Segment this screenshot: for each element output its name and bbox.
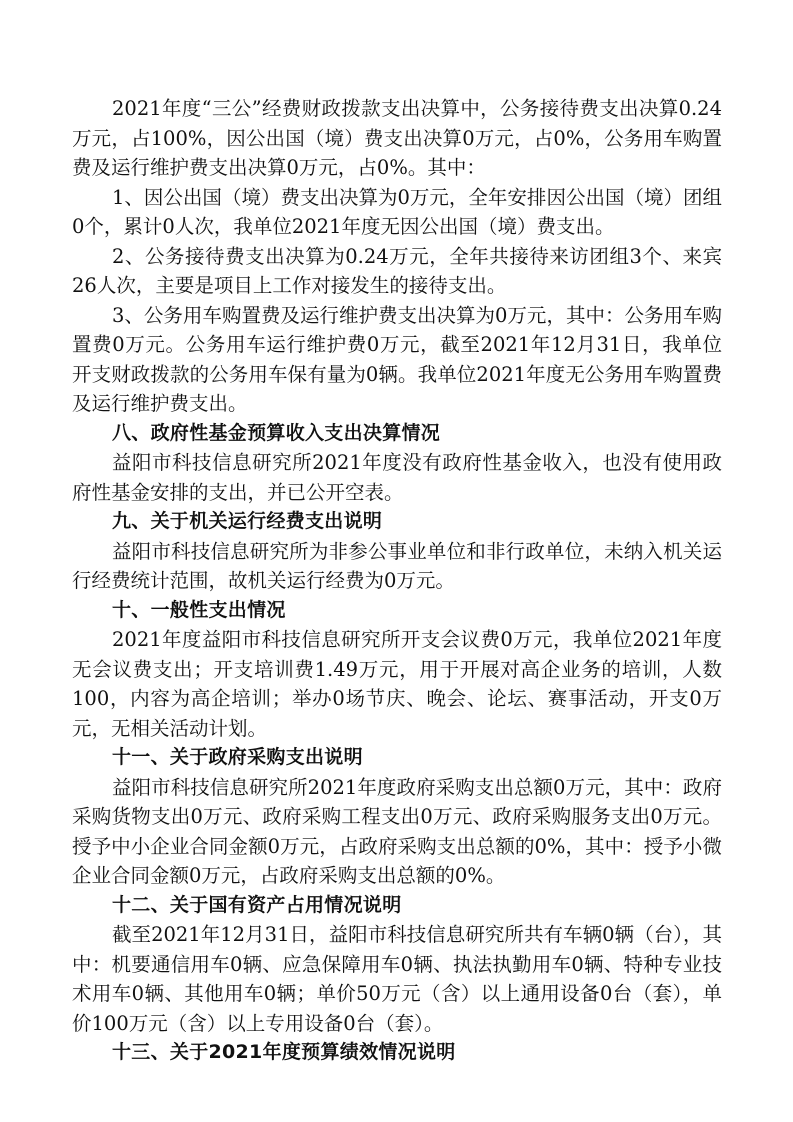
section-heading-12: 十二、关于国有资产占用情况说明 [112, 893, 402, 916]
section-heading-10: 十、一般性支出情况 [112, 598, 286, 621]
section-heading-9: 九、关于机关运行经费支出说明 [112, 510, 383, 532]
document-page [72, 94, 722, 1068]
section-heading-11: 十一、关于政府采购支出说明 [112, 746, 363, 768]
paragraph-official-vehicles: 3、公务用车购置费及运行维护费支出决算为0万元，其中：公务用车购置费0万元。公务用车运行维护费0万元，截至2021年12月31日，我单位开支财政拨款的公务用车保有量为0辆。我单位2021年度无公务用车购置费及运行维护费支出。 [72, 303, 722, 415]
paragraph-general-expenses: 2021年度益阳市科技信息研究所开支会议费0万元，我单位2021年度无会议费支出；开支培训费1.49万元，用于开展对高企业务的培训，人数100，内容为高企培训；举办0场节庆、晚会、论坛、赛事活动，开支0万元，无相关活动计划。 [72, 628, 722, 740]
paragraph-three-public-expenses-summary: 2021年度“三公”经费财政拨款支出决算中，公务接待费支出决算0.24万元，占100%，因公出国（境）费支出决算0万元，占0%，公务用车购置费及运行维护费支出决算0万元，占0%。其中： [72, 97, 722, 179]
paragraph-overseas-travel: 1、因公出国（境）费支出决算为0万元，全年安排因公出国（境）团组0个，累计0人次，我单位2021年度无因公出国（境）费支出。 [72, 185, 722, 238]
paragraph-government-fund: 益阳市科技信息研究所2021年度没有政府性基金收入，也没有使用政府性基金安排的支出，并已公开空表。 [72, 451, 722, 504]
section-heading-13: 十三、关于2021年度预算绩效情况说明 [112, 1041, 456, 1063]
paragraph-government-procurement: 益阳市科技信息研究所2021年度政府采购支出总额0万元，其中：政府采购货物支出0万元、政府采购工程支出0万元、政府采购服务支出0万元。授予中小企业合同金额0万元，占政府采购支出总额的0%，其中：授予小微企业合同金额0万元，占政府采购支出总额的0%。 [72, 775, 722, 887]
section-heading-8: 八、政府性基金预算收入支出决算情况 [112, 421, 441, 444]
paragraph-reception-expenses: 2、公务接待费支出决算为0.24万元，全年共接待来访团组3个、来宾26人次，主要是项目上工作对接发生的接待支出。 [72, 244, 722, 297]
paragraph-operating-expenses: 益阳市科技信息研究所为非参公事业单位和非行政单位，未纳入机关运行经费统计范围，故机关运行经费为0万元。 [72, 539, 722, 592]
paragraph-state-assets: 截至2021年12月31日，益阳市科技信息研究所共有车辆0辆（台），其中：机要通信用车0辆、应急保障用车0辆、执法执勤用车0辆、特种专业技术用车0辆、其他用车0辆；单价50万元（含）以上通用设备0台（套），单价100万元（含）以上专用设备0台（套）。 [72, 923, 722, 1035]
